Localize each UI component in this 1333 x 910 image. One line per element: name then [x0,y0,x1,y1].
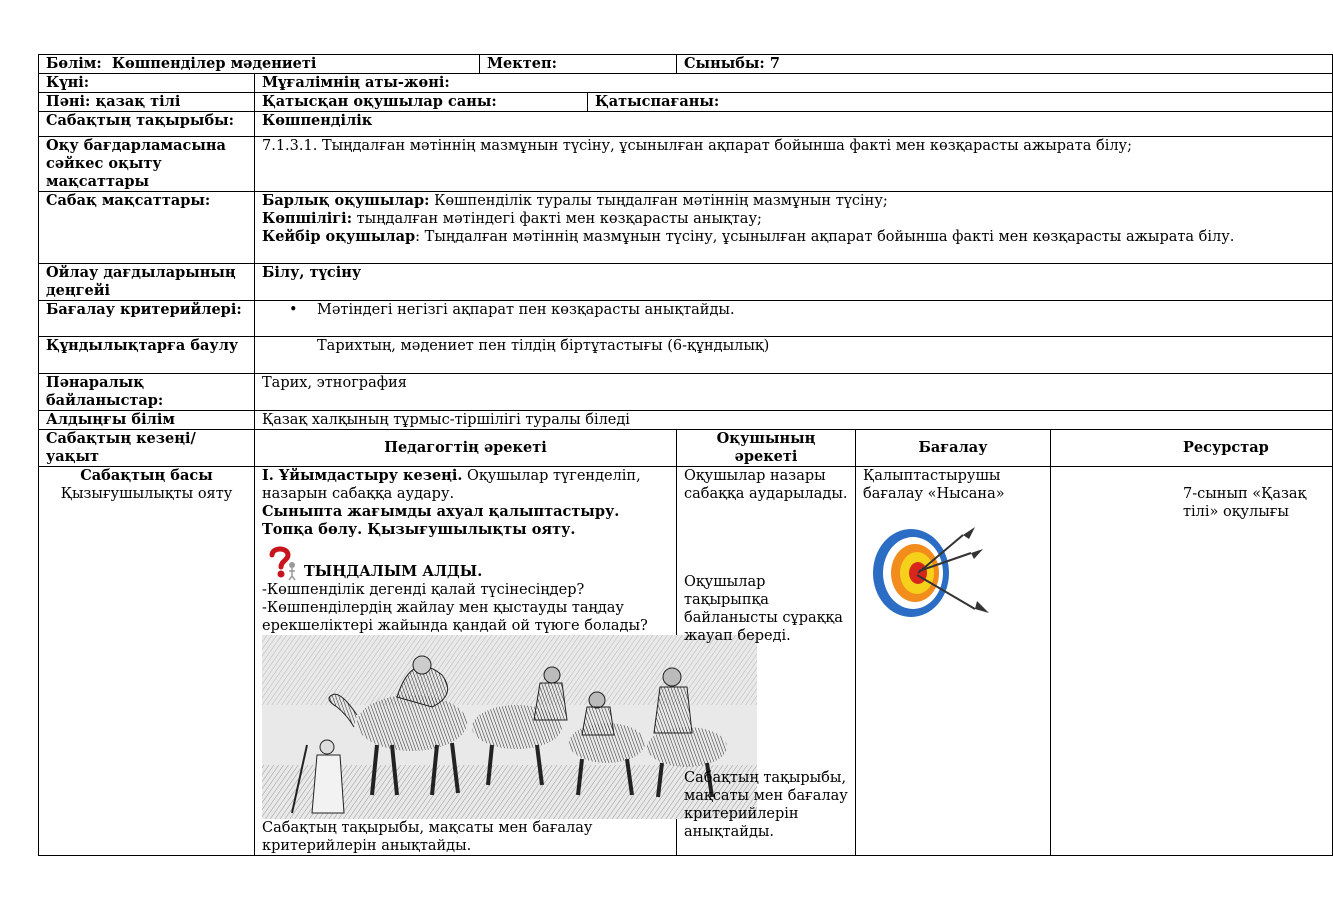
question-2: -Көшпенділердің жайлау мен қыстауды таңдау ерекшеліктері жайында қандай ой түюге болады? [262,600,648,634]
prelisten-title: ТЫҢДАЛЫМ АЛДЫ. [304,563,483,580]
goal-some-text: : Тыңдалған мәтіннің мазмұнын түсіну, ұсынылған ақпарат бойынша факті мен көзқарасты ажырата білу. [415,229,1235,245]
section-label: Бөлім: [46,55,102,72]
student-action-1: Оқушылар назары сабаққа аударылады. [684,468,848,502]
goal-all-text: Көшпенділік туралы тыңдалған мәтіннің мазмұнын түсіну; [429,193,888,209]
topic-value: Көшпенділік [255,112,1333,137]
assessment-text: Қалыптастырушы бағалау «Нысана» [863,468,1005,502]
criteria-value: Мәтіндегі негізгі ақпарат пен көзқарасты анықтайды. [317,302,735,318]
stage-header: Сабақтың кезеңі/ уақыт [39,430,255,467]
goals-value [255,192,1333,264]
thinking-label: Ойлау дағдыларының деңгейі [39,264,255,301]
grade-label: Сыныбы: 7 [684,55,780,72]
goal-all-label: Барлық оқушылар: [262,192,430,209]
topic-label: Сабақтың тақырыбы: [39,112,255,137]
assessment-header: Бағалау [856,430,1051,467]
org-stage-label: I. Ұйымдастыру кезеңі. [262,467,463,484]
student-action-2: Оқушылар тақырыпқа байланысты сұраққа жауап береді. [684,574,843,644]
prior-row [39,411,1333,430]
student-action-header: Оқушының әрекеті [677,430,856,467]
resources-split [1058,467,1325,521]
prelisten-line [262,545,669,581]
question-person-icon [262,545,302,581]
absent-label: Қатыспағаны: [588,93,1333,112]
org-stage-text: Оқушылар түгенделіп, назарын сабаққа аудару. [262,468,641,502]
thinking-row [39,264,1333,301]
section-value: Көшпенділер мәдениеті [111,55,317,72]
goal-most [262,210,1325,228]
section-cell [39,55,480,74]
plan-row-start [39,467,1333,856]
student-spacer-1 [684,503,848,573]
assessment-cell [856,467,1051,856]
question-1: -Көшпенділік дегенді қалай түсінесіңдер? [262,582,585,598]
subject-row [39,93,1333,112]
student-action-3: Сабақтың тақырыбы, мақсаты мен бағалау критерийлерін анықтайды. [684,770,848,840]
resources-spacer [1058,467,1183,521]
objectives-label: Оқу бағдарламасына сәйкес оқыту мақсаттары [39,137,255,192]
goal-most-label: Көпшілігі: [262,210,353,227]
goals-label: Сабақ мақсаттары: [39,192,255,264]
goal-all [262,192,1325,210]
stage-subtitle: Қызығушылықты ояту [60,486,233,502]
date-row [39,74,1333,93]
nomad-caravan-image [262,635,757,819]
bullet-icon: • [289,302,298,318]
objectives-value: 7.1.3.1. Тыңдалған мәтіннің мазмұнын түсіну, ұсынылған ақпарат бойынша факті мен көзқарасты ажырата білу; [255,137,1333,192]
teacher-action-cell [255,467,677,856]
resources-text: 7-сынып «Қазақ тілі» оқулығы [1183,486,1307,520]
teacher-action-header: Педагогтің әрекеті [255,430,677,467]
prior-label: Алдыңғы білім [39,411,255,430]
goals-row [39,192,1333,264]
values-cell [255,337,1333,374]
lesson-plan-table [38,54,1333,856]
interdisciplinary-label: Пәнаралық байланыстар: [39,374,255,411]
values-row [39,337,1333,374]
lesson-plan [38,54,1307,856]
goal-some [262,228,1325,246]
grade-cell [677,55,1333,74]
school-cell [480,55,677,74]
criteria-item [262,301,1325,319]
teacher-closing-text: Сабақтың тақырыбы, мақсаты мен бағалау критерийлерін анықтайды. [262,820,593,854]
thinking-value: Білу, түсіну [255,264,1333,301]
resources-header [1051,430,1333,467]
present-label: Қатысқан оқушылар саны: [255,93,588,112]
interdisciplinary-row [39,374,1333,411]
values-label: Құндылықтарға баулу [39,337,255,374]
topic-row [39,112,1333,137]
plan-header-row [39,430,1333,467]
school-label: Мектеп: [487,55,557,72]
climate-text: Сыныпта жағымды ахуал қалыптастыру. Топқа бөлу. Қызығушылықты ояту. [262,503,620,538]
subject-label: Пәні: қазақ тілі [39,93,255,112]
resources-header-label: Ресурстар [1183,439,1269,456]
date-label: Күні: [39,74,255,93]
values-value: Тарихтың, мәдениет пен тілдің біртұтастығы (6-құндылық) [317,338,770,354]
criteria-label: Бағалау критерийлері: [39,301,255,337]
interdisciplinary-value: Тарих, этнография [255,374,1333,411]
resources-header-spacer [1058,439,1183,457]
goal-some-label: Кейбір оқушылар [262,228,416,245]
criteria-row [39,301,1333,337]
target-arrows-icon [871,521,993,621]
stage-title: Сабақтың басы [80,467,213,484]
prior-value: Қазақ халқының тұрмыс-тіршілігі туралы біледі [255,411,1333,430]
stage-cell [39,467,255,856]
org-stage [262,467,669,503]
resources-cell [1051,467,1333,856]
goal-most-text: тыңдалған мәтіндегі факті мен көзқарасты анықтау; [352,211,762,227]
header-row [39,55,1333,74]
resources-header-split [1058,439,1325,457]
teacher-name-label: Мұғалімнің аты-жөні: [255,74,1333,93]
objectives-row [39,137,1333,192]
criteria-cell [255,301,1333,337]
